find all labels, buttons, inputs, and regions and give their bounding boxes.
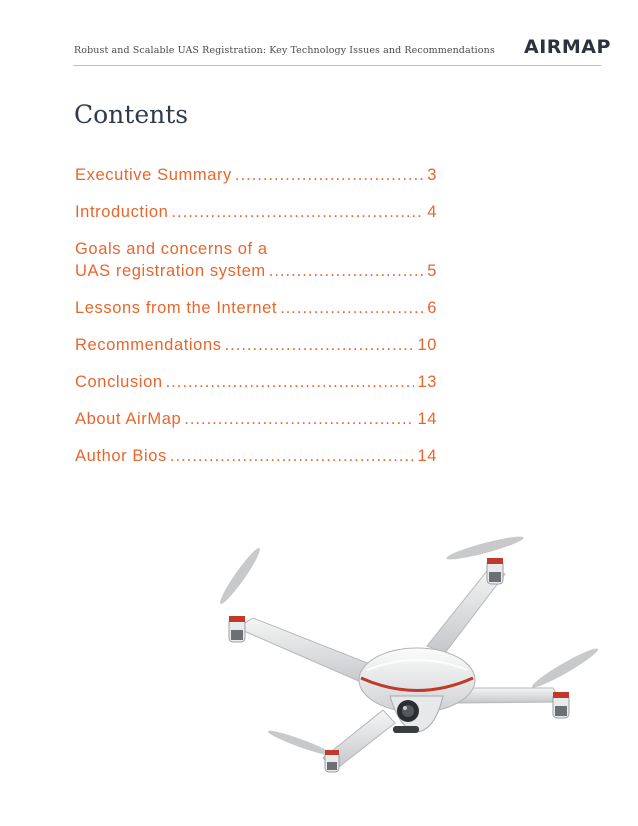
toc-page-number: 3 xyxy=(427,166,437,184)
toc-leader xyxy=(280,298,424,320)
toc-label: Executive Summary xyxy=(75,166,232,184)
toc-page-number: 14 xyxy=(417,447,437,466)
airmap-logo: AIRMAP xyxy=(524,36,611,58)
toc-page-number: 5 xyxy=(427,261,437,280)
toc-label: About AirMap xyxy=(75,410,182,429)
toc-page-number: 14 xyxy=(417,410,437,429)
toc-page-number: 13 xyxy=(417,372,437,391)
toc-label: Introduction xyxy=(75,203,169,222)
toc-entry-executive-summary[interactable] xyxy=(75,165,437,187)
toc-entry-lessons-from-internet[interactable] xyxy=(75,298,437,320)
toc-label: Author Bios xyxy=(75,447,167,466)
toc-leader xyxy=(184,409,414,431)
toc-entry-recommendations[interactable] xyxy=(75,335,437,357)
toc-label: Recommendations xyxy=(75,335,222,354)
toc-entry-about-airmap[interactable] xyxy=(75,409,437,431)
toc-page-number: 10 xyxy=(417,335,437,354)
toc-page-number: 6 xyxy=(427,298,437,317)
toc-label: UAS registration system xyxy=(75,261,266,280)
toc-leader xyxy=(269,261,424,283)
toc-label-first-line: Goals and concerns of a xyxy=(75,240,268,259)
header-divider xyxy=(73,65,601,66)
quadcopter-drone-icon xyxy=(195,518,620,818)
toc-entry-goals-and-concerns[interactable] xyxy=(75,239,437,282)
toc-leader xyxy=(225,335,415,357)
toc-label: Conclusion xyxy=(75,372,163,391)
toc-leader xyxy=(166,372,415,394)
toc-entry-author-bios[interactable] xyxy=(75,446,437,468)
toc-label: Lessons from the Internet xyxy=(75,298,278,317)
toc-leader xyxy=(170,446,415,468)
toc-entry-introduction[interactable] xyxy=(75,202,437,224)
table-of-contents xyxy=(75,165,437,483)
toc-page-number: 4 xyxy=(427,203,437,222)
toc-leader xyxy=(235,165,424,187)
contents-heading: Contents xyxy=(74,100,189,129)
header-title: Robust and Scalable UAS Registration: Key Technology Issues and Recommendations xyxy=(74,45,495,56)
toc-leader xyxy=(171,202,424,224)
toc-entry-conclusion[interactable] xyxy=(75,372,437,394)
